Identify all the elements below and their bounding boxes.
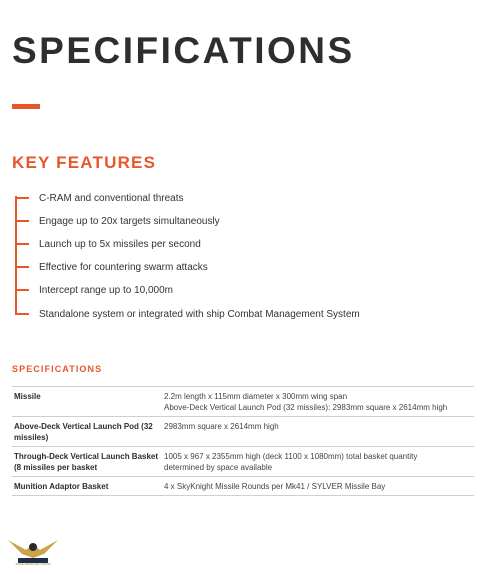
spec-label: Munition Adaptor Basket [12, 477, 162, 496]
spec-value-line: Above-Deck Vertical Launch Pod (32 missiles): 2983mm square x 2614mm high [164, 403, 448, 412]
feature-tick [15, 313, 29, 315]
spec-value-line: 2983mm square x 2614mm high [164, 422, 279, 431]
spec-value-line: determined by space available [164, 463, 273, 472]
feature-tick [15, 266, 29, 268]
feature-item [15, 306, 360, 322]
specifications-table [12, 386, 474, 496]
feature-tick [15, 289, 29, 291]
feature-tick [15, 243, 29, 245]
spec-value-line: 1005 x 967 x 2355mm high (deck 1100 x 1080mm) total basket quantity [164, 452, 418, 461]
spec-label: Through-Deck Vertical Launch Basket (8 missiles per basket [12, 447, 162, 477]
spec-value [162, 387, 474, 417]
spec-value-line: 2.2m length x 115mm diameter x 300mm wing span [164, 392, 348, 401]
feature-item [15, 213, 220, 229]
watermark-text: ARAB DEFENSE FORUM [15, 562, 51, 566]
feature-text: Launch up to 5x missiles per second [39, 238, 201, 250]
key-features-heading: KEY FEATURES [12, 153, 157, 172]
spec-label: Above-Deck Vertical Launch Pod (32 missiles) [12, 417, 162, 447]
spec-value [162, 417, 474, 447]
page-title: SPECIFICATIONS [12, 30, 355, 71]
feature-tick [15, 197, 29, 199]
title-accent-rule [12, 104, 40, 109]
key-features-list [10, 190, 470, 320]
feature-tick [15, 220, 29, 222]
feature-text: C-RAM and conventional threats [39, 192, 184, 204]
feature-text: Engage up to 20x targets simultaneously [39, 215, 220, 227]
eagle-emblem-icon [4, 534, 62, 564]
watermark-logo [4, 534, 62, 572]
spec-value [162, 477, 474, 496]
feature-item [15, 190, 184, 206]
spec-value [162, 447, 474, 477]
feature-item [15, 282, 173, 298]
table-row [12, 417, 474, 447]
feature-text: Effective for countering swarm attacks [39, 261, 208, 273]
spec-value-line: 4 x SkyKnight Missile Rounds per Mk41 / SYLVER Missile Bay [164, 482, 386, 491]
table-row [12, 477, 474, 496]
spec-label: Missile [12, 387, 162, 417]
feature-item [15, 259, 208, 275]
feature-text: Intercept range up to 10,000m [39, 284, 173, 296]
table-row [12, 387, 474, 417]
specifications-heading: SPECIFICATIONS [12, 364, 103, 374]
feature-item [15, 236, 201, 252]
table-row [12, 447, 474, 477]
feature-text: Standalone system or integrated with ship Combat Management System [39, 308, 360, 320]
